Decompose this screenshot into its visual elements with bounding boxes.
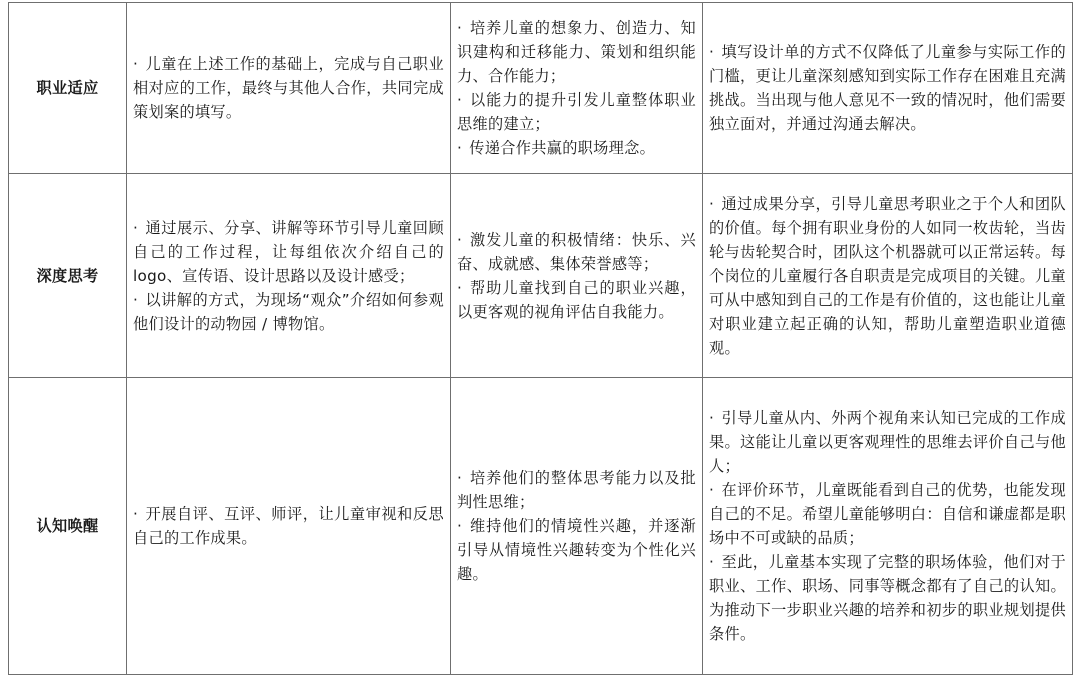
goal-cell bbox=[451, 378, 703, 675]
activity-cell bbox=[127, 378, 451, 675]
goal-item: · 以能力的提升引发儿童整体职业思维的建立； bbox=[457, 88, 696, 136]
content-table bbox=[8, 2, 1073, 675]
activity-item: · 开展自评、互评、师评，让儿童审视和反思自己的工作成果。 bbox=[133, 502, 444, 550]
activity-item: · 通过展示、分享、讲解等环节引导儿童回顾自己的工作过程，让每组依次介绍自己的 logo、宣传语、设计思路以及设计感受； bbox=[133, 216, 444, 288]
analysis-item: · 引导儿童从内、外两个视角来认知已完成的工作成果。这能让儿童以更客观理性的思维去评价自己与他人； bbox=[709, 406, 1066, 478]
goal-item: · 培养儿童的想象力、创造力、知识建构和迁移能力、策划和组织能力、合作能力； bbox=[457, 16, 696, 88]
goal-item: · 传递合作共赢的职场理念。 bbox=[457, 136, 696, 160]
analysis-cell bbox=[703, 174, 1073, 378]
analysis-cell bbox=[703, 3, 1073, 174]
activity-item: · 儿童在上述工作的基础上，完成与自己职业相对应的工作，最终与其他人合作，共同完成策划案的填写。 bbox=[133, 52, 444, 124]
goal-item: · 维持他们的情境性兴趣，并逐渐引导从情境性兴趣转变为个性化兴趣。 bbox=[457, 514, 696, 586]
goal-item: · 激发儿童的积极情绪：快乐、兴奋、成就感、集体荣誉感等； bbox=[457, 228, 696, 276]
activity-item: · 以讲解的方式，为现场“观众”介绍如何参观他们设计的动物园 / 博物馆。 bbox=[133, 288, 444, 336]
row-title: 职业适应 bbox=[9, 3, 127, 174]
table-row-cognitive-awakening bbox=[9, 378, 1073, 675]
activity-cell bbox=[127, 174, 451, 378]
analysis-item: · 至此，儿童基本实现了完整的职场体验，他们对于职业、工作、职场、同事等概念都有了自己的认知。为推动下一步职业兴趣的培养和初步的职业规划提供条件。 bbox=[709, 550, 1066, 646]
goal-cell bbox=[451, 174, 703, 378]
table-row-career-adaptation bbox=[9, 3, 1073, 174]
row-title: 认知唤醒 bbox=[9, 378, 127, 675]
analysis-item: · 填写设计单的方式不仅降低了儿童参与实际工作的门槛，更让儿童深刻感知到实际工作存在困难且充满挑战。当出现与他人意见不一致的情况时，他们需要独立面对，并通过沟通去解决。 bbox=[709, 40, 1066, 136]
goal-item: · 帮助儿童找到自己的职业兴趣，以更客观的视角评估自我能力。 bbox=[457, 276, 696, 324]
row-title: 深度思考 bbox=[9, 174, 127, 378]
activity-cell bbox=[127, 3, 451, 174]
goal-item: · 培养他们的整体思考能力以及批判性思维； bbox=[457, 466, 696, 514]
analysis-item: · 通过成果分享，引导儿童思考职业之于个人和团队的价值。每个拥有职业身份的人如同一枚齿轮，当齿轮与齿轮契合时，团队这个机器就可以正常运转。每个岗位的儿童履行各自职责是完成项目的关键。儿童可从中感知到自己的工作是有价值的，这也能让儿童对职业建立起正确的认知，帮助儿童塑造职业道德观。 bbox=[709, 192, 1066, 360]
table-row-deep-thinking bbox=[9, 174, 1073, 378]
goal-cell bbox=[451, 3, 703, 174]
analysis-cell bbox=[703, 378, 1073, 675]
analysis-item: · 在评价环节，儿童既能看到自己的优势，也能发现自己的不足。希望儿童能够明白：自信和谦虚都是职场中不可或缺的品质； bbox=[709, 478, 1066, 550]
